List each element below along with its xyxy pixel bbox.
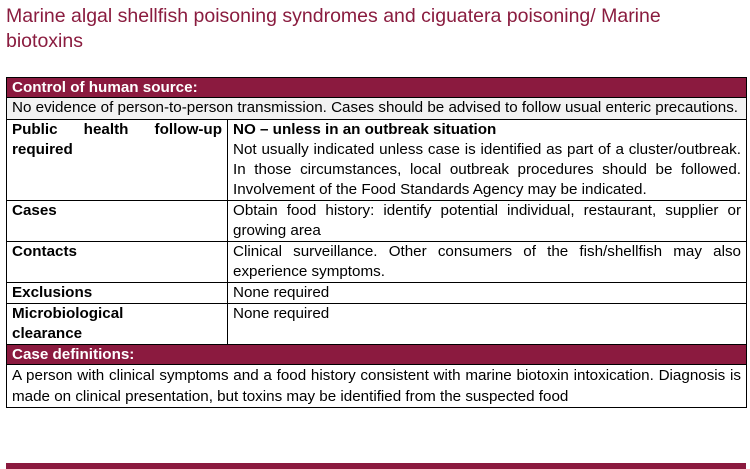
case-definitions-header-row <box>7 344 747 364</box>
control-intro-row <box>7 98 747 120</box>
row-value-exclusions: None required <box>228 282 747 303</box>
table-row <box>7 200 747 241</box>
row-value-contacts: Clinical surveillance. Other consumers of the fish/shellfish may also experience symptoms. <box>228 241 747 282</box>
table-row <box>7 303 747 344</box>
control-header-row <box>7 78 747 98</box>
control-intro-text: No evidence of person-to-person transmission. Cases should be advised to follow usual enteric precautions. <box>7 98 747 120</box>
document-title: Marine algal shellfish poisoning syndromes and ciguatera poisoning/ Marine biotoxins <box>6 5 661 52</box>
control-section-header: Control of human source: <box>7 78 747 98</box>
row-label-public-health: Public health follow-up required <box>7 119 228 200</box>
case-definitions-text: A person with clinical symptoms and a food history consistent with marine biotoxin intoxication. Diagnosis is made on clinical presentation, but toxins may be identified from the suspected food <box>7 364 747 407</box>
microbiological-clearance-label: Microbiological clearance <box>12 304 124 342</box>
row-label-cases: Cases <box>7 200 228 241</box>
row-value-public-health <box>228 119 747 200</box>
row-label-exclusions: Exclusions <box>7 282 228 303</box>
public-health-heading: NO – unless in an outbreak situation <box>233 120 497 138</box>
case-definitions-header: Case definitions: <box>7 344 747 364</box>
row-value-cases: Obtain food history: identify potential individual, restaurant, supplier or growing area <box>228 200 747 241</box>
row-label-contacts: Contacts <box>7 241 228 282</box>
case-definitions-row <box>7 364 747 407</box>
row-label-microbiological-clearance <box>7 303 228 344</box>
row-value-microbiological-clearance: None required <box>228 303 747 344</box>
public-health-text: Not usually indicated unless case is identified as part of a cluster/outbreak. In those circumstances, local outbreak procedures should be followed. Involvement of the Food Standards Agency may be indicated. <box>233 140 741 198</box>
table-row <box>7 241 747 282</box>
table-row <box>7 119 747 200</box>
guidance-table <box>6 77 747 408</box>
bottom-accent-bar <box>6 463 746 469</box>
table-row <box>7 282 747 303</box>
